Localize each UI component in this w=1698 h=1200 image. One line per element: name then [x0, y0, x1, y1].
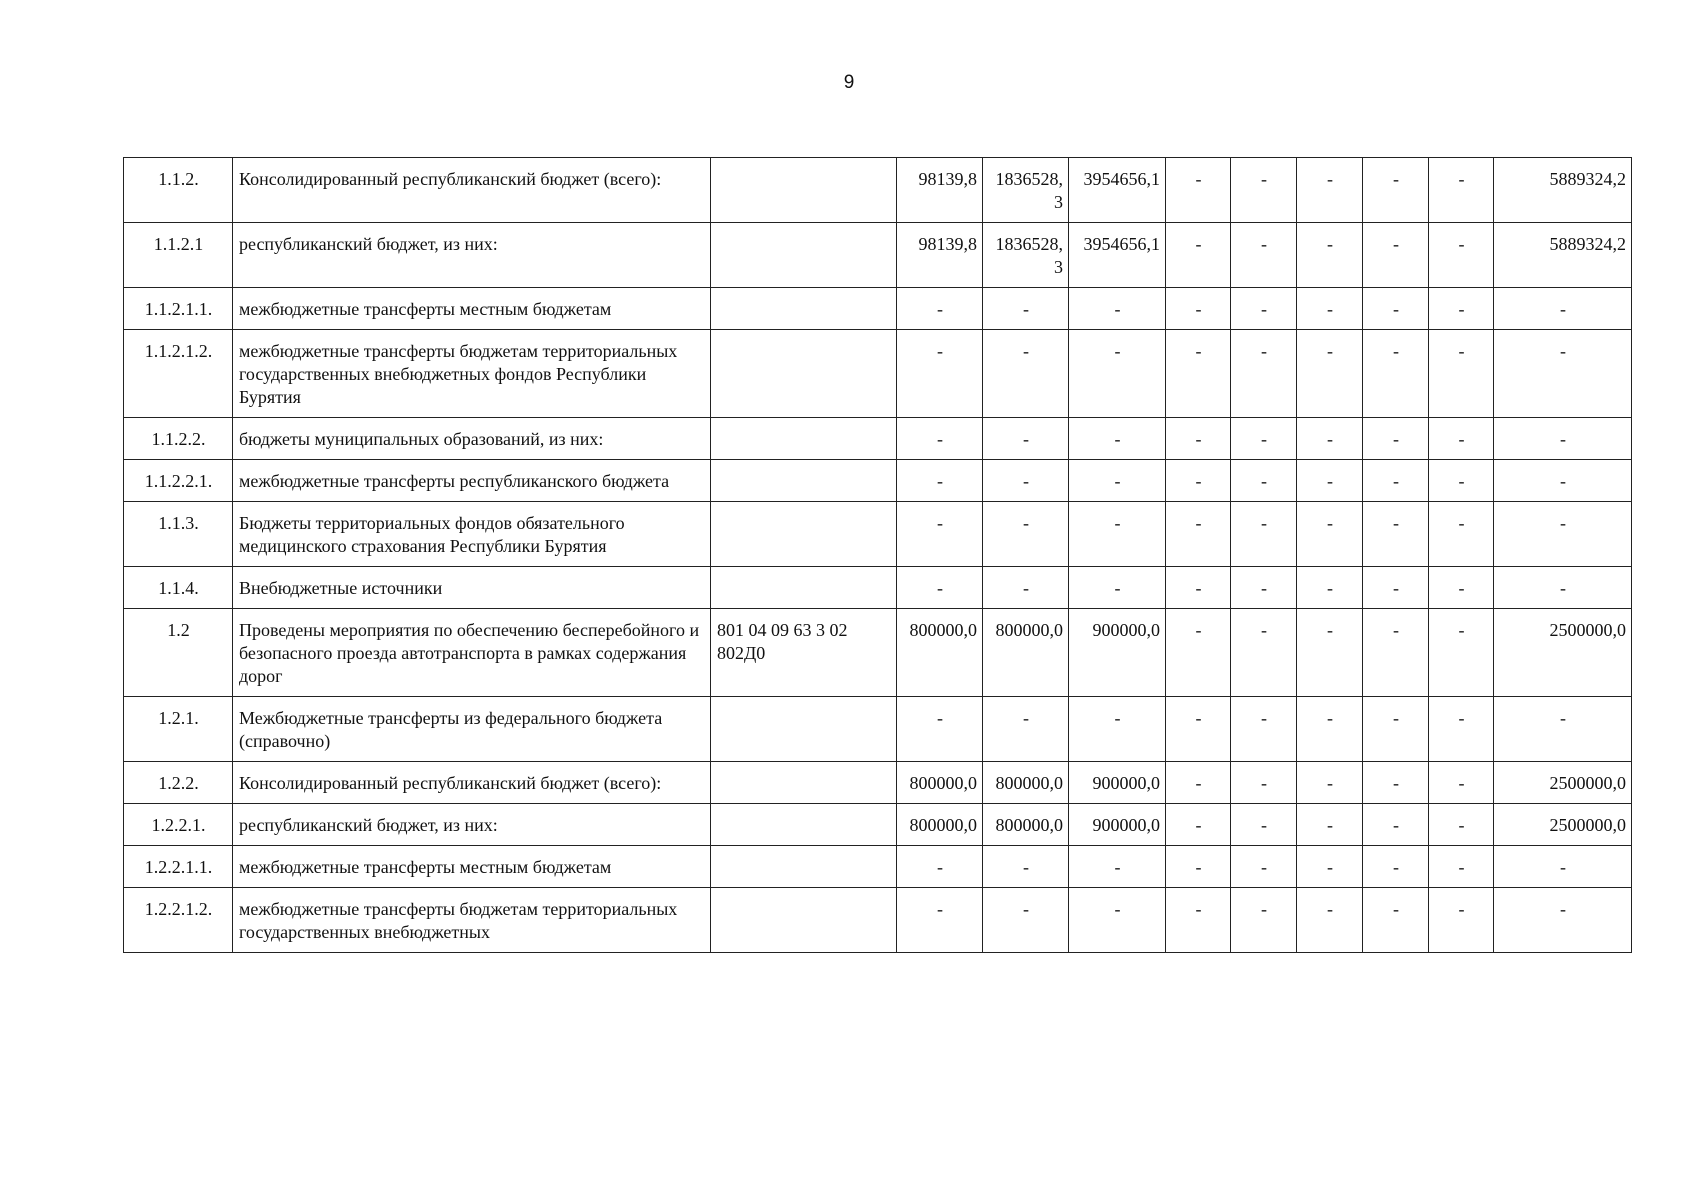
- budget-code-cell: [711, 288, 897, 330]
- budget-code-cell: [711, 418, 897, 460]
- table-row: [124, 223, 1632, 288]
- row-number-cell: 1.1.2.: [124, 158, 233, 223]
- year-1-value-cell: -: [897, 460, 983, 502]
- total-value-cell: 5889324,2: [1494, 223, 1632, 288]
- year-7-value-cell: -: [1363, 762, 1429, 804]
- row-name-cell: межбюджетные трансферты бюджетам территориальных государственных внебюджетных фондов Республики Бурятия: [233, 330, 711, 418]
- year-6-value-cell: -: [1297, 418, 1363, 460]
- year-7-value-cell: -: [1363, 288, 1429, 330]
- row-number-cell: 1.2.2.1.: [124, 804, 233, 846]
- year-6-value-cell: -: [1297, 804, 1363, 846]
- year-5-value-cell: -: [1231, 609, 1297, 697]
- year-4-value-cell: -: [1166, 567, 1231, 609]
- year-4-value-cell: -: [1166, 288, 1231, 330]
- year-3-value-cell: 3954656,1: [1069, 158, 1166, 223]
- year-7-value-cell: -: [1363, 418, 1429, 460]
- row-number-cell: 1.1.2.1: [124, 223, 233, 288]
- year-1-value-cell: -: [897, 288, 983, 330]
- year-8-value-cell: -: [1429, 567, 1494, 609]
- year-3-value-cell: 900000,0: [1069, 609, 1166, 697]
- year-5-value-cell: -: [1231, 846, 1297, 888]
- total-value-cell: 2500000,0: [1494, 804, 1632, 846]
- budget-code-cell: [711, 697, 897, 762]
- row-number-cell: 1.2: [124, 609, 233, 697]
- row-number-cell: 1.2.2.1.2.: [124, 888, 233, 953]
- year-5-value-cell: -: [1231, 418, 1297, 460]
- row-number-cell: 1.2.1.: [124, 697, 233, 762]
- year-4-value-cell: -: [1166, 460, 1231, 502]
- total-value-cell: -: [1494, 418, 1632, 460]
- budget-code-cell: [711, 888, 897, 953]
- year-1-value-cell: 98139,8: [897, 223, 983, 288]
- total-value-cell: -: [1494, 502, 1632, 567]
- year-2-value-cell: -: [983, 288, 1069, 330]
- year-2-value-cell: 800000,0: [983, 609, 1069, 697]
- budget-code-cell: 801 04 09 63 3 02 802Д0: [711, 609, 897, 697]
- budget-code-cell: [711, 762, 897, 804]
- year-1-value-cell: -: [897, 567, 983, 609]
- row-name-cell: республиканский бюджет, из них:: [233, 804, 711, 846]
- year-6-value-cell: -: [1297, 460, 1363, 502]
- year-4-value-cell: -: [1166, 609, 1231, 697]
- row-number-cell: 1.1.4.: [124, 567, 233, 609]
- table-row: [124, 846, 1632, 888]
- year-3-value-cell: -: [1069, 697, 1166, 762]
- year-7-value-cell: -: [1363, 502, 1429, 567]
- year-8-value-cell: -: [1429, 697, 1494, 762]
- year-2-value-cell: -: [983, 418, 1069, 460]
- row-name-cell: межбюджетные трансферты местным бюджетам: [233, 846, 711, 888]
- year-8-value-cell: -: [1429, 846, 1494, 888]
- year-1-value-cell: -: [897, 418, 983, 460]
- year-5-value-cell: -: [1231, 567, 1297, 609]
- year-3-value-cell: -: [1069, 418, 1166, 460]
- budget-code-cell: [711, 804, 897, 846]
- year-6-value-cell: -: [1297, 223, 1363, 288]
- table-row: [124, 804, 1632, 846]
- budget-code-cell: [711, 460, 897, 502]
- row-name-cell: Бюджеты территориальных фондов обязательного медицинского страхования Республики Бурятия: [233, 502, 711, 567]
- year-8-value-cell: -: [1429, 762, 1494, 804]
- year-7-value-cell: -: [1363, 804, 1429, 846]
- table-row: [124, 418, 1632, 460]
- total-value-cell: 2500000,0: [1494, 609, 1632, 697]
- total-value-cell: -: [1494, 697, 1632, 762]
- year-3-value-cell: -: [1069, 888, 1166, 953]
- year-1-value-cell: 800000,0: [897, 609, 983, 697]
- budget-code-cell: [711, 158, 897, 223]
- row-name-cell: бюджеты муниципальных образований, из них:: [233, 418, 711, 460]
- year-5-value-cell: -: [1231, 330, 1297, 418]
- year-6-value-cell: -: [1297, 330, 1363, 418]
- row-number-cell: 1.2.2.: [124, 762, 233, 804]
- year-5-value-cell: -: [1231, 288, 1297, 330]
- row-name-cell: республиканский бюджет, из них:: [233, 223, 711, 288]
- table-row: [124, 567, 1632, 609]
- year-5-value-cell: -: [1231, 762, 1297, 804]
- year-3-value-cell: 900000,0: [1069, 804, 1166, 846]
- year-8-value-cell: -: [1429, 804, 1494, 846]
- total-value-cell: -: [1494, 330, 1632, 418]
- year-5-value-cell: -: [1231, 502, 1297, 567]
- year-3-value-cell: -: [1069, 288, 1166, 330]
- year-1-value-cell: 98139,8: [897, 158, 983, 223]
- year-4-value-cell: -: [1166, 697, 1231, 762]
- year-1-value-cell: -: [897, 330, 983, 418]
- year-6-value-cell: -: [1297, 158, 1363, 223]
- budget-code-cell: [711, 567, 897, 609]
- year-7-value-cell: -: [1363, 609, 1429, 697]
- total-value-cell: -: [1494, 567, 1632, 609]
- year-8-value-cell: -: [1429, 418, 1494, 460]
- row-name-cell: межбюджетные трансферты местным бюджетам: [233, 288, 711, 330]
- year-4-value-cell: -: [1166, 846, 1231, 888]
- year-3-value-cell: -: [1069, 330, 1166, 418]
- row-name-cell: Консолидированный республиканский бюджет (всего):: [233, 158, 711, 223]
- table-row: [124, 888, 1632, 953]
- year-8-value-cell: -: [1429, 158, 1494, 223]
- year-6-value-cell: -: [1297, 697, 1363, 762]
- year-2-value-cell: -: [983, 460, 1069, 502]
- year-2-value-cell: -: [983, 502, 1069, 567]
- year-3-value-cell: -: [1069, 502, 1166, 567]
- year-6-value-cell: -: [1297, 888, 1363, 953]
- year-6-value-cell: -: [1297, 762, 1363, 804]
- year-7-value-cell: -: [1363, 330, 1429, 418]
- row-name-cell: межбюджетные трансферты республиканского бюджета: [233, 460, 711, 502]
- table-row: [124, 762, 1632, 804]
- year-4-value-cell: -: [1166, 762, 1231, 804]
- year-3-value-cell: 900000,0: [1069, 762, 1166, 804]
- year-2-value-cell: -: [983, 846, 1069, 888]
- year-1-value-cell: -: [897, 888, 983, 953]
- table-row: [124, 502, 1632, 567]
- table-row: [124, 460, 1632, 502]
- year-5-value-cell: -: [1231, 460, 1297, 502]
- table-row: [124, 288, 1632, 330]
- year-1-value-cell: 800000,0: [897, 762, 983, 804]
- year-4-value-cell: -: [1166, 158, 1231, 223]
- table-body: [124, 158, 1632, 953]
- year-7-value-cell: -: [1363, 158, 1429, 223]
- budget-code-cell: [711, 502, 897, 567]
- budget-table: [123, 157, 1632, 953]
- table-row: [124, 609, 1632, 697]
- year-3-value-cell: -: [1069, 846, 1166, 888]
- year-5-value-cell: -: [1231, 888, 1297, 953]
- total-value-cell: 2500000,0: [1494, 762, 1632, 804]
- total-value-cell: -: [1494, 888, 1632, 953]
- year-4-value-cell: -: [1166, 502, 1231, 567]
- year-8-value-cell: -: [1429, 288, 1494, 330]
- total-value-cell: -: [1494, 288, 1632, 330]
- year-8-value-cell: -: [1429, 502, 1494, 567]
- year-2-value-cell: -: [983, 697, 1069, 762]
- row-name-cell: Консолидированный республиканский бюджет (всего):: [233, 762, 711, 804]
- year-2-value-cell: -: [983, 567, 1069, 609]
- year-1-value-cell: 800000,0: [897, 804, 983, 846]
- row-number-cell: 1.2.2.1.1.: [124, 846, 233, 888]
- total-value-cell: 5889324,2: [1494, 158, 1632, 223]
- row-number-cell: 1.1.2.1.1.: [124, 288, 233, 330]
- year-8-value-cell: -: [1429, 330, 1494, 418]
- year-3-value-cell: -: [1069, 460, 1166, 502]
- row-name-cell: Внебюджетные источники: [233, 567, 711, 609]
- year-5-value-cell: -: [1231, 697, 1297, 762]
- year-8-value-cell: -: [1429, 223, 1494, 288]
- page-number: 9: [843, 72, 855, 93]
- budget-code-cell: [711, 330, 897, 418]
- year-6-value-cell: -: [1297, 846, 1363, 888]
- year-8-value-cell: -: [1429, 460, 1494, 502]
- year-6-value-cell: -: [1297, 567, 1363, 609]
- year-2-value-cell: 1836528,3: [983, 223, 1069, 288]
- year-7-value-cell: -: [1363, 223, 1429, 288]
- year-6-value-cell: -: [1297, 502, 1363, 567]
- row-name-cell: межбюджетные трансферты бюджетам территориальных государственных внебюджетных: [233, 888, 711, 953]
- year-2-value-cell: -: [983, 888, 1069, 953]
- year-4-value-cell: -: [1166, 804, 1231, 846]
- year-3-value-cell: 3954656,1: [1069, 223, 1166, 288]
- row-number-cell: 1.1.2.2.: [124, 418, 233, 460]
- year-4-value-cell: -: [1166, 330, 1231, 418]
- year-2-value-cell: 800000,0: [983, 762, 1069, 804]
- year-6-value-cell: -: [1297, 609, 1363, 697]
- year-2-value-cell: 1836528,3: [983, 158, 1069, 223]
- total-value-cell: -: [1494, 460, 1632, 502]
- year-4-value-cell: -: [1166, 223, 1231, 288]
- year-5-value-cell: -: [1231, 804, 1297, 846]
- year-7-value-cell: -: [1363, 888, 1429, 953]
- row-number-cell: 1.1.2.2.1.: [124, 460, 233, 502]
- table-row: [124, 697, 1632, 762]
- year-1-value-cell: -: [897, 846, 983, 888]
- year-3-value-cell: -: [1069, 567, 1166, 609]
- budget-code-cell: [711, 223, 897, 288]
- year-7-value-cell: -: [1363, 567, 1429, 609]
- year-2-value-cell: 800000,0: [983, 804, 1069, 846]
- year-7-value-cell: -: [1363, 697, 1429, 762]
- table-row: [124, 330, 1632, 418]
- table-row: [124, 158, 1632, 223]
- year-7-value-cell: -: [1363, 460, 1429, 502]
- year-5-value-cell: -: [1231, 223, 1297, 288]
- total-value-cell: -: [1494, 846, 1632, 888]
- year-6-value-cell: -: [1297, 288, 1363, 330]
- year-8-value-cell: -: [1429, 888, 1494, 953]
- year-4-value-cell: -: [1166, 888, 1231, 953]
- budget-code-cell: [711, 846, 897, 888]
- year-8-value-cell: -: [1429, 609, 1494, 697]
- row-name-cell: Межбюджетные трансферты из федерального бюджета (справочно): [233, 697, 711, 762]
- row-number-cell: 1.1.2.1.2.: [124, 330, 233, 418]
- year-2-value-cell: -: [983, 330, 1069, 418]
- year-1-value-cell: -: [897, 502, 983, 567]
- row-name-cell: Проведены мероприятия по обеспечению бесперебойного и безопасного проезда автотранспорта в рамках содержания дорог: [233, 609, 711, 697]
- year-5-value-cell: -: [1231, 158, 1297, 223]
- year-7-value-cell: -: [1363, 846, 1429, 888]
- year-4-value-cell: -: [1166, 418, 1231, 460]
- row-number-cell: 1.1.3.: [124, 502, 233, 567]
- year-1-value-cell: -: [897, 697, 983, 762]
